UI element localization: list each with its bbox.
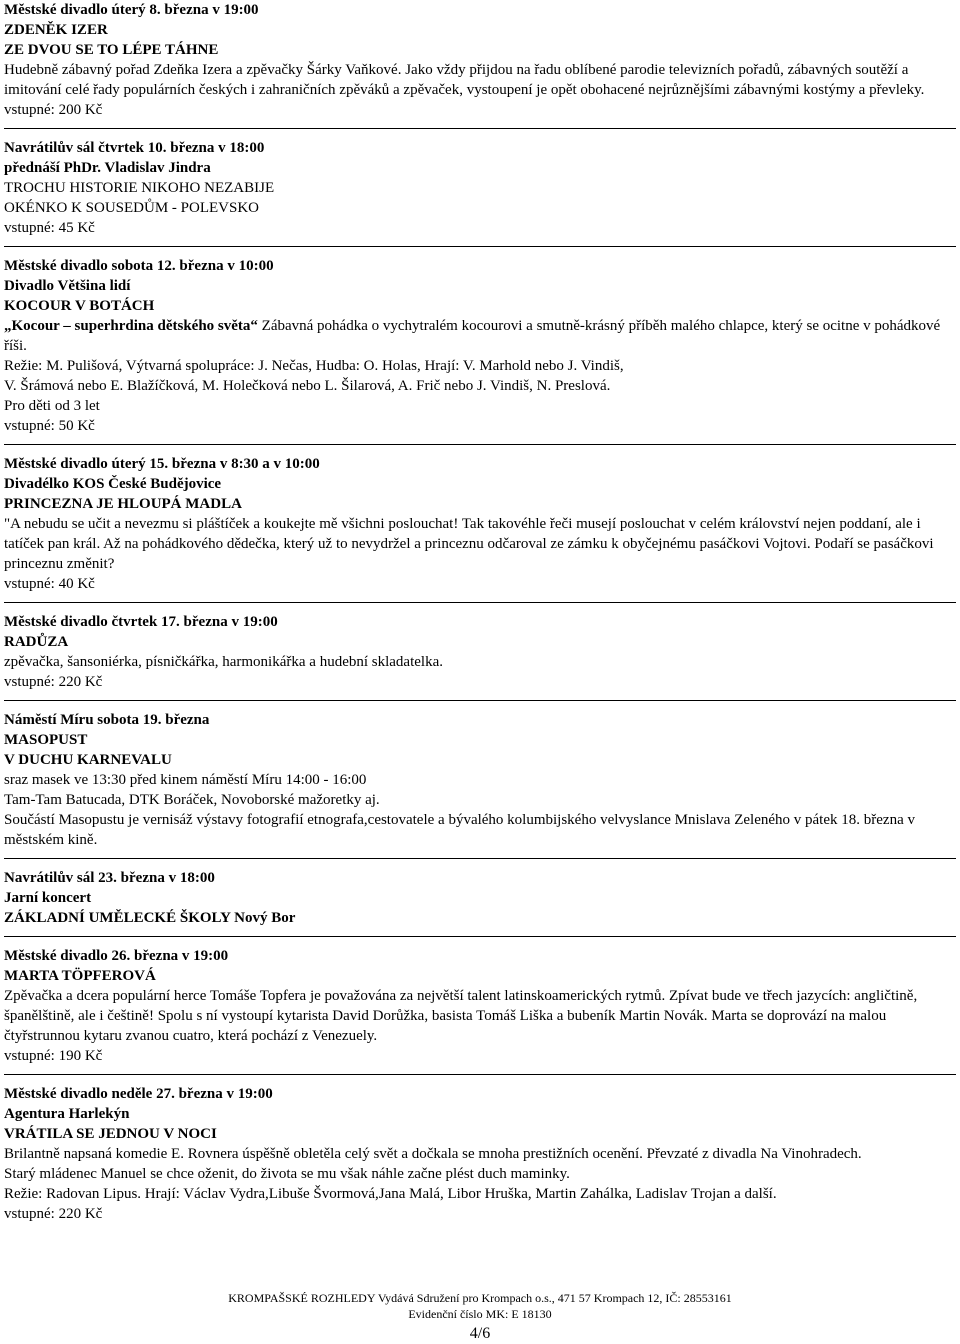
event-heading-line: PRINCEZNA JE HLOUPÁ MADLA [4, 496, 242, 512]
event-text-line: vstupné: 220 Kč [4, 674, 103, 690]
event-heading-line: Agentura Harlekýn [4, 1106, 130, 1122]
event-description [4, 316, 956, 356]
event-block [4, 868, 956, 937]
event-description-text: Zábavná pohádka o vychytralém kocourovi a smutně-krásný příběh malého chlapce, který se ocitne v pohádkové říši. [4, 318, 941, 354]
event-heading-line: ZDENĚK IZER [4, 22, 108, 38]
event-text-line: V. Šrámová nebo E. Blažíčková, M. Holečková nebo L. Šilarová, A. Frič nebo J. Vindiš, N. Preslová. [4, 378, 611, 394]
event-heading-line: ZÁKLADNÍ UMĚLECKÉ ŠKOLY Nový Bor [4, 910, 296, 926]
event-heading-line: Městské divadlo neděle 27. března v 19:00 [4, 1086, 273, 1102]
event-text-line: vstupné: 220 Kč [4, 1206, 103, 1222]
event-text-line: sraz masek ve 13:30 před kinem náměstí Míru 14:00 - 16:00 [4, 772, 367, 788]
event-text-line: vstupné: 200 Kč [4, 102, 103, 118]
event-heading-line: Městské divadlo úterý 8. března v 19:00 [4, 2, 259, 18]
event-text-line: vstupné: 190 Kč [4, 1048, 103, 1064]
event-block [4, 612, 956, 701]
event-text-line: vstupné: 50 Kč [4, 418, 95, 434]
event-block [4, 138, 956, 247]
event-block [4, 0, 956, 129]
event-heading-line: přednáší PhDr. Vladislav Jindra [4, 160, 211, 176]
event-block [4, 1084, 956, 1232]
event-text-line: "A nebudu se učit a nevezmu si pláštíček a koukejte mě všichni poslouchat! Tak takovéhle řeči musejí poslouchat v celém království nejen poddaní, ale i tatíček pan král. Až na pohádkového dědečka, který už to nevydržel a princeznu odčaroval ze zámku k obyčejnému pasáčkovi Vojtovi. Podaří se pasáčkovi princeznu změnit? [4, 516, 934, 572]
event-block [4, 454, 956, 603]
event-text-line: Režie: Radovan Lipus. Hrají: Václav Vydra,Libuše Švormová,Jana Malá, Libor Hruška, Martin Zahálka, Ladislav Trojan a další. [4, 1186, 777, 1202]
event-heading-line: Divadlo Většina lidí [4, 278, 131, 294]
event-block [4, 710, 956, 859]
event-text-line: zpěvačka, šansoniérka, písničkářka, harmonikářka a hudební skladatelka. [4, 654, 443, 670]
event-tagline: „Kocour – superhrdina dětského světa“ [4, 318, 258, 334]
event-text-line: Režie: M. Pulišová, Výtvarná spolupráce: J. Nečas, Hudba: O. Holas, Hrají: V. Marhold nebo J. Vindiš, [4, 358, 624, 374]
event-heading-line: MARTA TÖPFEROVÁ [4, 968, 156, 984]
event-text-line: Pro děti od 3 let [4, 398, 100, 414]
event-text-line: vstupné: 40 Kč [4, 576, 95, 592]
event-heading-line: MASOPUST [4, 732, 88, 748]
event-heading-line: V DUCHU KARNEVALU [4, 752, 172, 768]
footer-publisher: KROMPAŠSKÉ ROZHLEDY Vydává Sdružení pro Krompach o.s., 471 57 Krompach 12, IČ: 28553161 [228, 1291, 732, 1305]
event-heading-line: Městské divadlo čtvrtek 17. března v 19:00 [4, 614, 278, 630]
event-heading-line: Náměstí Míru sobota 19. března [4, 712, 210, 728]
event-text-line: Starý mládenec Manuel se chce oženit, do života se mu však náhle začne plést duch maminky. [4, 1166, 570, 1182]
event-text-line: Brilantně napsaná komedie E. Rovnera úspěšně obletěla celý svět a dočkala se mnoha prestižních ocenění. Převzaté z divadla Na Vinohradech. [4, 1146, 862, 1162]
event-heading-line: ZE DVOU SE TO LÉPE TÁHNE [4, 42, 219, 58]
event-heading-line: Navrátilův sál čtvrtek 10. března v 18:00 [4, 140, 265, 156]
event-heading-line: RADŮZA [4, 634, 69, 650]
event-block [4, 946, 956, 1075]
page-number: 4/6 [469, 1325, 491, 1342]
event-text-line: OKÉNKO K SOUSEDŮM - POLEVSKO [4, 200, 260, 216]
event-heading-line: KOCOUR V BOTÁCH [4, 298, 155, 314]
footer [0, 1290, 960, 1322]
footer-registration: Evidenční číslo MK: E 18130 [408, 1307, 552, 1321]
event-heading-line: Jarní koncert [4, 890, 92, 906]
event-heading-line: Divadélko KOS České Budějovice [4, 476, 222, 492]
event-heading-line: Městské divadlo úterý 15. března v 8:30 a v 10:00 [4, 456, 320, 472]
event-text-line: Hudebně zábavný pořad Zdeňka Izera a zpěvačky Šárky Vaňkové. Jako vždy přijdou na řadu oblíbené parodie televizních pořadů, zábavných soutěží a imitování celé řady populárních českých i zahraničních zpěváků a zpěvaček, vystoupení je opět obohacené nejrůznějšími zábavnými kostýmy a převleky. [4, 62, 925, 98]
event-heading-line: Navrátilův sál 23. března v 18:00 [4, 870, 215, 886]
event-heading-line: Městské divadlo 26. března v 19:00 [4, 948, 229, 964]
event-text-line: TROCHU HISTORIE NIKOHO NEZABIJE [4, 180, 275, 196]
event-heading-line: Městské divadlo sobota 12. března v 10:00 [4, 258, 274, 274]
event-block [4, 256, 956, 445]
event-text-line: vstupné: 45 Kč [4, 220, 95, 236]
event-heading-line: VRÁTILA SE JEDNOU V NOCI [4, 1126, 217, 1142]
event-text-line: Tam-Tam Batucada, DTK Boráček, Novoborské mažoretky aj. [4, 792, 380, 808]
event-text-line: Zpěvačka a dcera populární herce Tomáše Topfera je považována za největší talent latinskoamerických rytmů. Zpívat bude ve třech jazycích: angličtině, španělštině, ale i češtině! Spolu s ní vystoupí kytarista David Dorůžka, basista Tomáš Liška a bubeník Martin Novák. Marta se doprovází na malou čtyřstrunnou kytaru zvanou cuatro, která pochází z Venezuely. [4, 988, 918, 1044]
page-content [4, 0, 956, 1232]
event-text-line: Součástí Masopustu je vernisáž výstavy fotografií etnografa,cestovatele a bývalého kolumbijského velvyslance Mnislava Zeleného v pátek 18. března v městském kině. [4, 812, 915, 848]
